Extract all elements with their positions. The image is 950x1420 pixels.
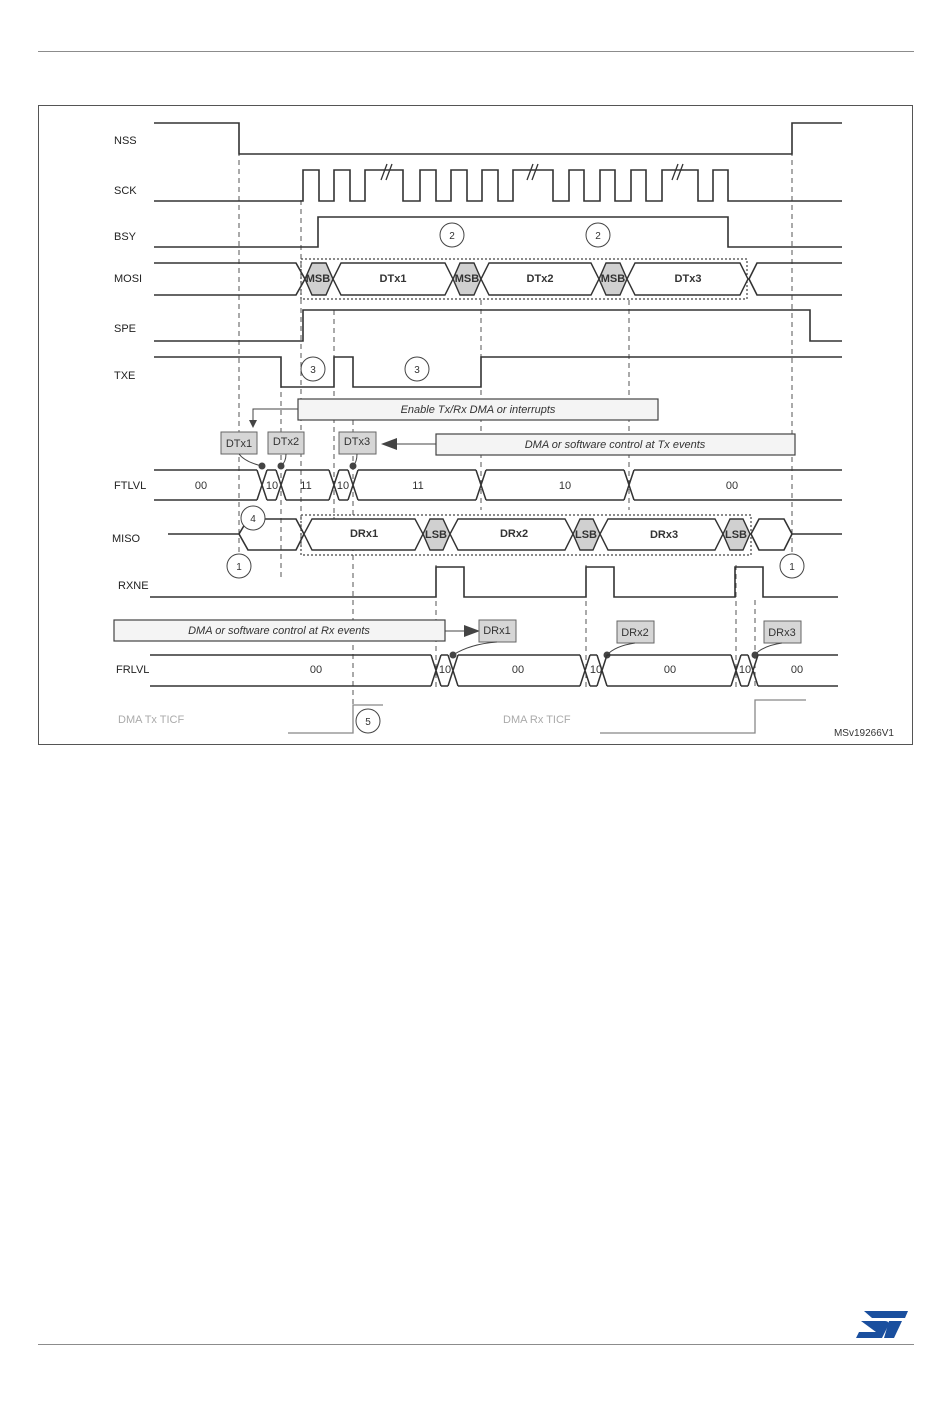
spe-label: SPE bbox=[114, 323, 137, 335]
nss-label: NSS bbox=[114, 135, 137, 147]
tx-events-note-text: DMA or software control at Tx events bbox=[524, 439, 706, 451]
miso-lsb-2: LSB bbox=[575, 529, 597, 541]
st-logo-icon bbox=[856, 1311, 908, 1338]
sck-wave bbox=[154, 170, 842, 201]
tx-box-connectors bbox=[239, 454, 357, 466]
marker-2a bbox=[440, 223, 464, 247]
mosi-dtx3: DTx3 bbox=[674, 273, 702, 285]
dma-tx-ticf-label: DMA Tx TICF bbox=[118, 714, 185, 726]
spe-wave bbox=[154, 310, 842, 341]
nss-wave bbox=[154, 123, 842, 154]
mosi-msb-3: MSB bbox=[600, 273, 626, 285]
frlvl-10c: 10 bbox=[738, 664, 752, 676]
sck-label: SCK bbox=[114, 185, 137, 197]
frlvl-10a: 10 bbox=[438, 664, 452, 676]
txe-wave bbox=[154, 357, 842, 387]
ftlvl-11b: 11 bbox=[412, 480, 424, 492]
frlvl-00a: 00 bbox=[309, 664, 323, 676]
mosi-label: MOSI bbox=[114, 273, 143, 285]
svg-text:1: 1 bbox=[236, 562, 242, 573]
marker-1b bbox=[780, 554, 804, 578]
bsy-wave bbox=[154, 217, 842, 247]
frlvl-10b: 10 bbox=[589, 664, 603, 676]
miso-label: MISO bbox=[112, 533, 141, 545]
ftlvl-11a: 11 bbox=[300, 480, 312, 492]
rx-events-note-text: DMA or software control at Rx events bbox=[188, 625, 370, 637]
sck-break-marks bbox=[381, 164, 683, 180]
rx-box-drx3-label: DRx3 bbox=[768, 627, 796, 639]
dma-rx-ticf-label: DMA Rx TICF bbox=[503, 714, 571, 726]
frlvl-00c: 00 bbox=[663, 664, 677, 676]
ftlvl-10a: 10 bbox=[265, 480, 279, 492]
figure-id: MSv19266V1 bbox=[833, 728, 894, 739]
mosi-bus bbox=[154, 259, 842, 299]
miso-drx2: DRx2 bbox=[499, 528, 529, 540]
frlvl-label: FRLVL bbox=[116, 664, 150, 676]
mosi-msb-1: MSB bbox=[305, 273, 331, 285]
enable-note-arrow bbox=[253, 409, 298, 422]
reference-lines bbox=[239, 124, 792, 735]
ftlvl-bus bbox=[154, 470, 842, 500]
rxne-label: RXNE bbox=[118, 580, 149, 592]
svg-text:1: 1 bbox=[789, 562, 795, 573]
rx-box-drx2-label: DRx2 bbox=[621, 627, 649, 639]
svg-text:2: 2 bbox=[449, 231, 455, 242]
miso-drx1: DRx1 bbox=[349, 528, 379, 540]
svg-text:5: 5 bbox=[365, 717, 371, 728]
tx-box-dtx3-label: DTx3 bbox=[343, 436, 371, 448]
svg-text:4: 4 bbox=[250, 514, 256, 525]
rx-box-connectors bbox=[453, 642, 782, 655]
svg-text:3: 3 bbox=[310, 365, 316, 376]
tx-box-dtx1-label: DTx1 bbox=[225, 438, 253, 450]
tx-events-arrowhead bbox=[381, 438, 397, 450]
tx-dots bbox=[259, 463, 357, 470]
marker-5 bbox=[356, 709, 380, 733]
mosi-dtx2: DTx2 bbox=[526, 273, 554, 285]
ftlvl-label: FTLVL bbox=[114, 480, 147, 492]
bsy-label: BSY bbox=[114, 231, 137, 243]
frlvl-bus bbox=[150, 655, 838, 686]
miso-lsb-1: LSB bbox=[425, 529, 447, 541]
ftlvl-00b: 00 bbox=[725, 480, 739, 492]
miso-drx3: DRx3 bbox=[649, 529, 679, 541]
enable-note-text: Enable Tx/Rx DMA or interrupts bbox=[400, 404, 556, 416]
marker-3b bbox=[405, 357, 429, 381]
rx-box-drx1-label: DRx1 bbox=[483, 625, 511, 637]
frlvl-00d: 00 bbox=[790, 664, 804, 676]
dma-rx-ticf-wave bbox=[600, 700, 806, 733]
ftlvl-00a: 00 bbox=[194, 480, 208, 492]
frlvl-00b: 00 bbox=[511, 664, 525, 676]
marker-2b bbox=[586, 223, 610, 247]
txe-label: TXE bbox=[114, 370, 136, 382]
rxne-wave bbox=[150, 567, 838, 597]
ftlvl-10c: 10 bbox=[558, 480, 572, 492]
enable-arrowhead bbox=[249, 420, 257, 428]
miso-lsb-3: LSB bbox=[725, 529, 747, 541]
ftlvl-10b: 10 bbox=[336, 480, 350, 492]
marker-3a bbox=[301, 357, 325, 381]
tx-box-dtx2-label: DTx2 bbox=[272, 436, 300, 448]
rx-events-arrowhead bbox=[464, 625, 480, 637]
svg-text:2: 2 bbox=[595, 231, 601, 242]
svg-text:3: 3 bbox=[414, 365, 420, 376]
mosi-msb-2: MSB bbox=[454, 273, 480, 285]
marker-1a bbox=[227, 554, 251, 578]
marker-4 bbox=[241, 506, 265, 530]
mosi-dtx1: DTx1 bbox=[379, 273, 407, 285]
